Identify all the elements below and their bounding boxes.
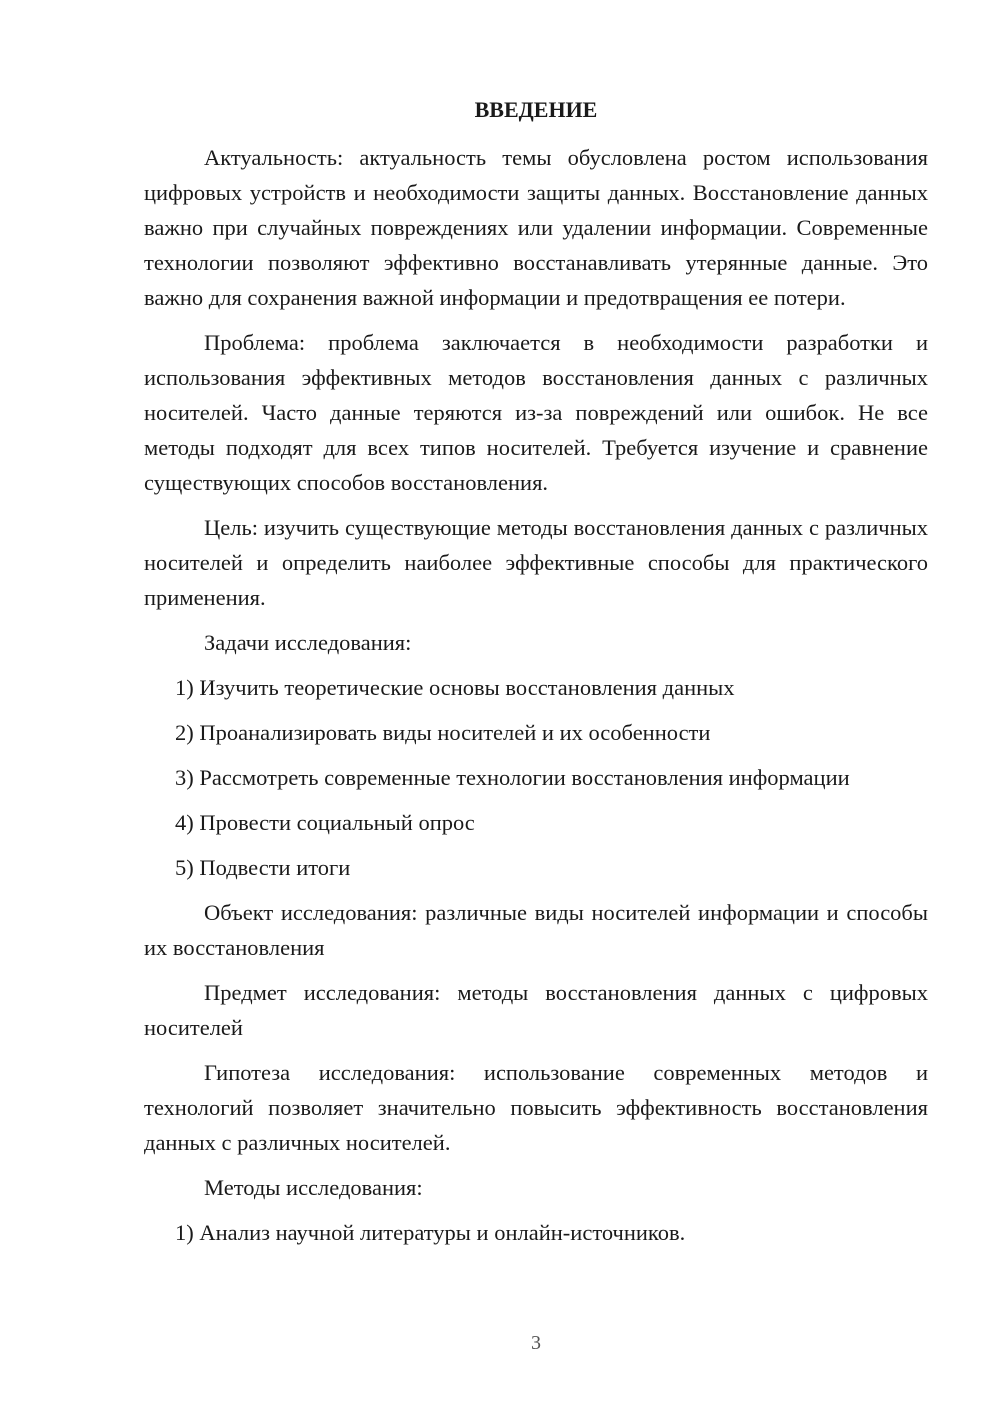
- subject-paragraph: Предмет исследования: методы восстановления данных с цифровых носителей: [144, 980, 928, 1040]
- tasks-list: [144, 670, 928, 885]
- methods-heading: Методы исследования:: [204, 1175, 423, 1200]
- task-item: 4) Провести социальный опрос: [175, 810, 475, 835]
- method-item: 1) Анализ научной литературы и онлайн-источников.: [175, 1220, 686, 1245]
- goal-paragraph: Цель: изучить существующие методы восстановления данных с различных носителей и определить наиболее эффективные способы для практического применения.: [144, 515, 928, 610]
- page-content: [144, 92, 928, 1260]
- problem-paragraph: Проблема: проблема заключается в необходимости разработки и использования эффективных методов восстановления данных с различных носителей. Часто данные теряются из-за повреждений или ошибок. Не все методы подходят для всех типов носителей. Требуется изучение и сравнение существующих способов восстановления.: [144, 330, 928, 495]
- tasks-heading: Задачи исследования:: [204, 630, 412, 655]
- task-item: 1) Изучить теоретические основы восстановления данных: [175, 675, 735, 700]
- page-number: 3: [531, 1332, 541, 1354]
- relevance-paragraph: Актуальность: актуальность темы обусловлена ростом использования цифровых устройств и необходимости защиты данных. Восстановление данных важно при случайных повреждениях или удалении информации. Современные технологии позволяют эффективно восстанавливать утерянные данные. Это важно для сохранения важной информации и предотвращения ее потери.: [144, 145, 928, 310]
- task-item: 5) Подвести итоги: [175, 855, 351, 880]
- task-item: 2) Проанализировать виды носителей и их особенности: [175, 720, 711, 745]
- page-title: ВВЕДЕНИЕ: [474, 97, 598, 122]
- methods-list: [144, 1215, 928, 1250]
- object-paragraph: Объект исследования: различные виды носителей информации и способы их восстановления: [144, 900, 928, 960]
- task-item: 3) Рассмотреть современные технологии восстановления информации: [175, 765, 850, 790]
- hypothesis-paragraph: Гипотеза исследования: использование современных методов и технологий позволяет значительно повысить эффективность восстановления данных с различных носителей.: [144, 1060, 928, 1155]
